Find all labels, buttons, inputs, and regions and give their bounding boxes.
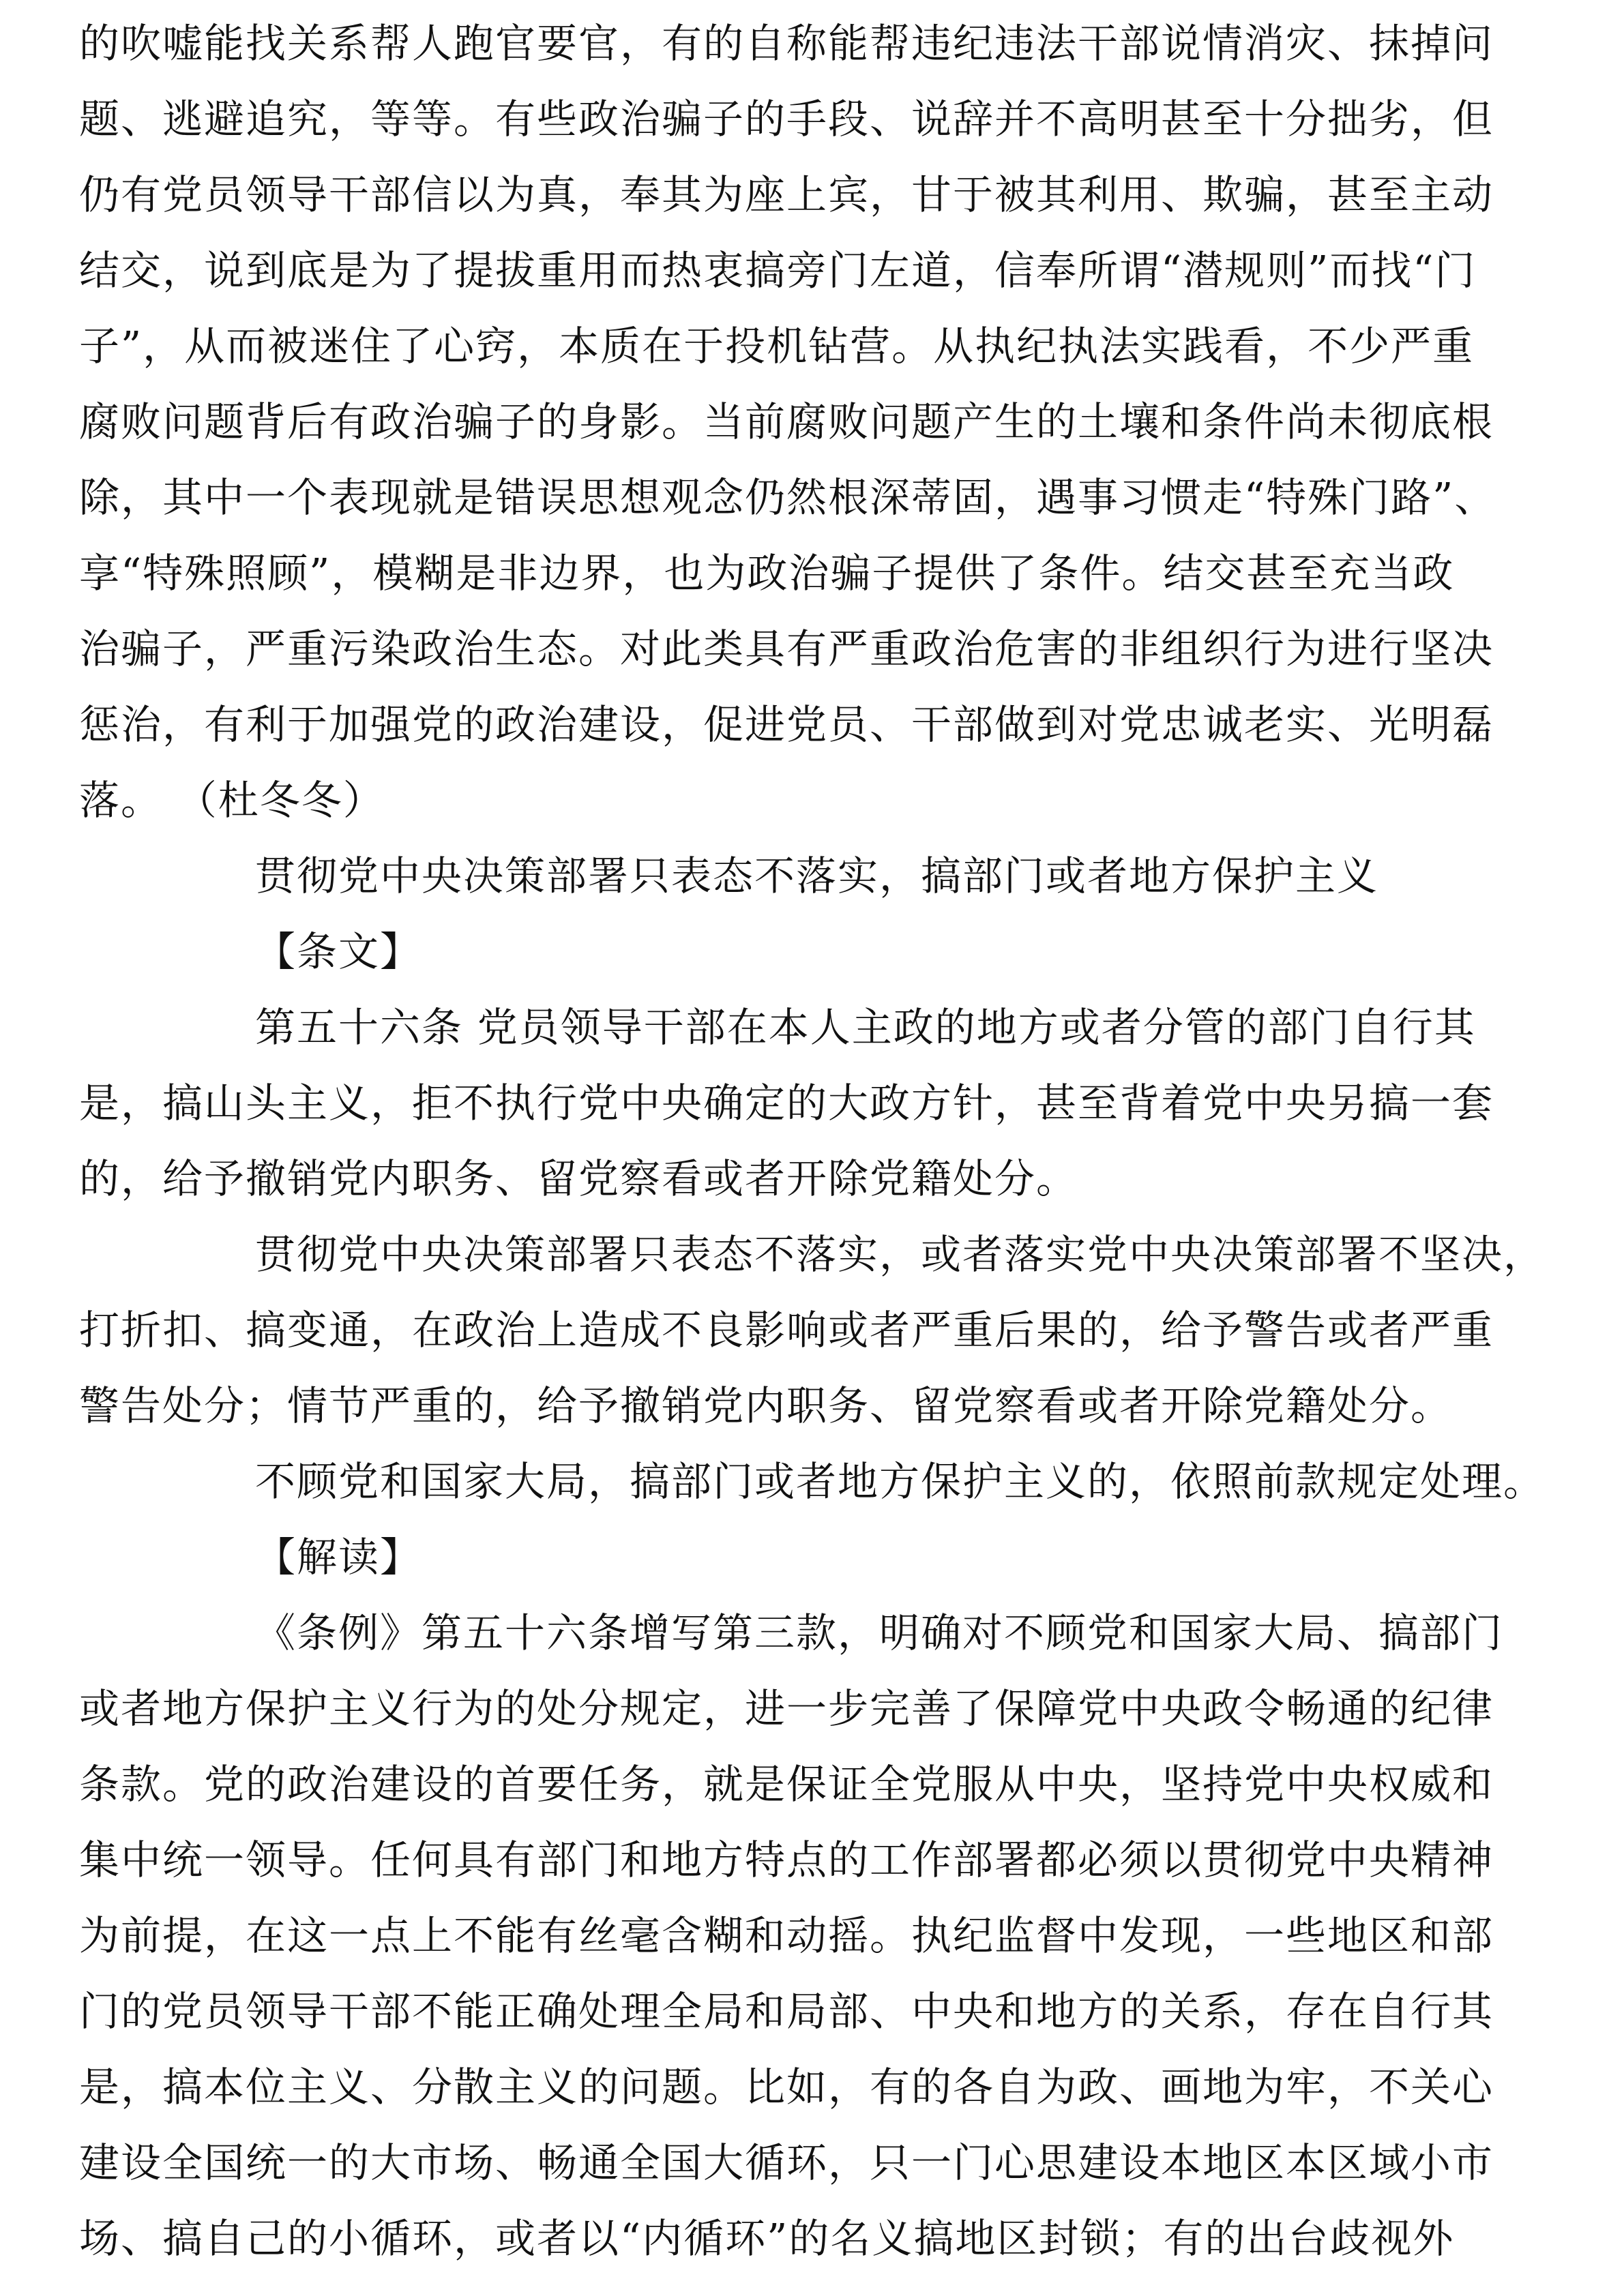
paragraph-line: 除，其中一个表现就是错误思想观念仍然根深蒂固，遇事习惯走“特殊门路”、 — [79, 474, 1496, 521]
paragraph-line: 为前提，在这一点上不能有丝毫含糊和动摇。执纪监督中发现，一些地区和部 — [79, 1912, 1494, 1959]
paragraph-line: 子”，从而被迷住了心窍，本质在于投机钻营。从执纪执法实践看，不少严重 — [79, 323, 1475, 370]
author-attribution-line: 落。 （杜冬冬） — [79, 777, 385, 824]
paragraph-line: 是，搞本位主义、分散主义的问题。比如，有的各自为政、画地为牢，不关心 — [79, 2063, 1494, 2111]
paragraph-line: 建设全国统一的大市场、畅通全国大循环，只一门心思建设本地区本区域小市 — [79, 2139, 1494, 2186]
paragraph-line: 或者地方保护主义行为的处分规定，进一步完善了保障党中央政令畅通的纪律 — [79, 1685, 1494, 1732]
paragraph-line: 结交，说到底是为了提拔重用而热衷搞旁门左道，信奉所谓“潜规则”而找“门 — [79, 247, 1477, 294]
interpretation-label: 【解读】 — [255, 1534, 422, 1581]
paragraph-line: 不顾党和国家大局，搞部门或者地方保护主义的，依照前款规定处理。 — [255, 1458, 1546, 1505]
paragraph-line: 享“特殊照顾”，模糊是非边界，也为政治骗子提供了条件。结交甚至充当政 — [79, 550, 1455, 597]
paragraph-line: 惩治，有利于加强党的政治建设，促进党员、干部做到对党忠诚老实、光明磊 — [79, 701, 1494, 748]
paragraph-line: 腐败问题背后有政治骗子的身影。当前腐败问题产生的土壤和条件尚未彻底根 — [79, 398, 1494, 445]
paragraph-line: 第五十六条 党员领导干部在本人主政的地方或者分管的部门自行其 — [255, 1004, 1476, 1051]
document-body — [79, 0, 1546, 2276]
paragraph-line: 贯彻党中央决策部署只表态不落实，或者落实党中央决策部署不坚决， — [255, 1231, 1546, 1278]
paragraph-line: 治骗子，严重污染政治生态。对此类具有严重政治危害的非组织行为进行坚决 — [79, 625, 1494, 672]
paragraph-line: 是，搞山头主义，拒不执行党中央确定的大政方针，甚至背着党中央另搞一套 — [79, 1079, 1494, 1127]
paragraph-line: 门的党员领导干部不能正确处理全局和局部、中央和地方的关系，存在自行其 — [79, 1988, 1494, 2035]
article-text-label: 【条文】 — [255, 928, 422, 975]
paragraph-line: 的，给予撤销党内职务、留党察看或者开除党籍处分。 — [79, 1155, 1078, 1202]
paragraph-line: 集中统一领导。任何具有部门和地方特点的工作部署都必须以贯彻党中央精神 — [79, 1836, 1494, 1883]
paragraph-line: 打折扣、搞变通，在政治上造成不良影响或者严重后果的，给予警告或者严重 — [79, 1307, 1494, 1354]
paragraph-line: 警告处分；情节严重的，给予撤销党内职务、留党察看或者开除党籍处分。 — [79, 1382, 1453, 1429]
paragraph-line: 《条例》第五十六条增写第三款，明确对不顾党和国家大局、搞部门 — [255, 1609, 1504, 1656]
paragraph-line: 题、逃避追究，等等。有些政治骗子的手段、说辞并不高明甚至十分拙劣，但 — [79, 95, 1494, 143]
section-heading: 贯彻党中央决策部署只表态不落实，搞部门或者地方保护主义 — [255, 852, 1379, 899]
paragraph-line: 条款。党的政治建设的首要任务，就是保证全党服从中央，坚持党中央权威和 — [79, 1761, 1494, 1808]
paragraph-line: 仍有党员领导干部信以为真，奉其为座上宾，甘于被其利用、欺骗，甚至主动 — [79, 171, 1494, 218]
paragraph-line: 的吹嘘能找关系帮人跑官要官，有的自称能帮违纪违法干部说情消灾、抹掉问 — [79, 20, 1494, 67]
paragraph-line: 场、搞自己的小循环，或者以“内循环”的名义搞地区封锁；有的出台歧视外 — [79, 2215, 1455, 2262]
